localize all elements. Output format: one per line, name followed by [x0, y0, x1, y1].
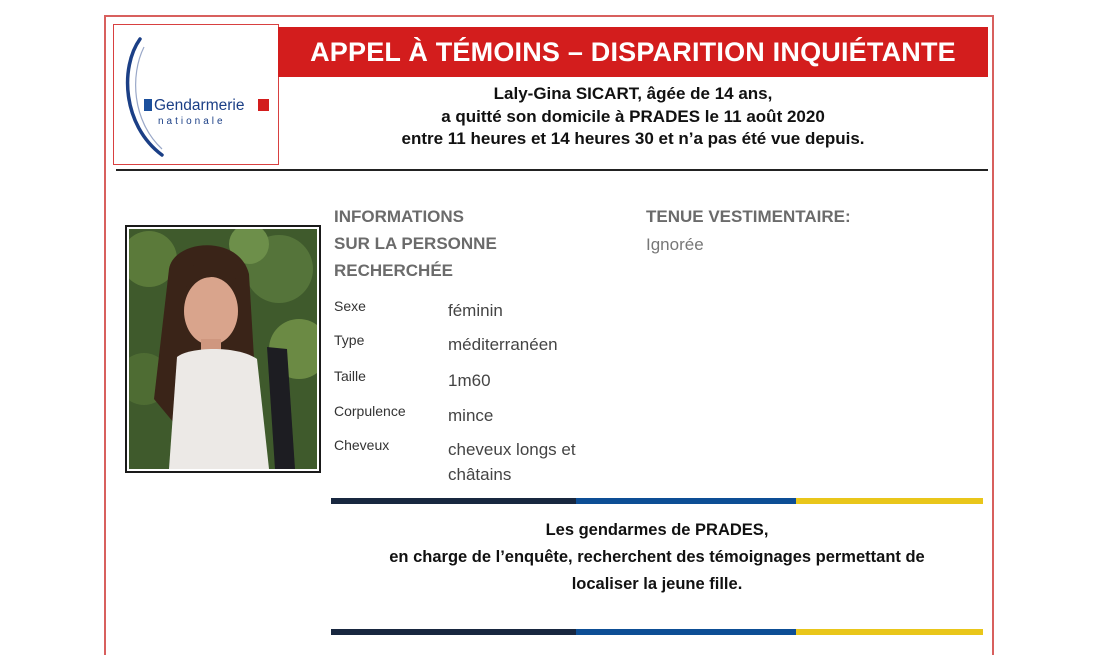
flag-blue-stripe — [144, 99, 152, 111]
clothing-value: Ignorée — [646, 235, 704, 254]
summary-line-3: entre 11 heures et 14 heures 30 et n’a pas été vue depuis. — [401, 129, 865, 148]
info-label: Cheveux — [334, 437, 390, 453]
tricolor-divider-top — [331, 498, 983, 504]
gendarmerie-logo — [113, 24, 279, 165]
summary-line-1: Laly-Gina SICART, âgée de 14 ans, — [493, 84, 773, 103]
gendarmerie-logo-emblem-icon — [114, 25, 277, 163]
info-value: 1m60 — [448, 371, 491, 390]
disappearance-summary — [278, 83, 988, 151]
clothing-heading: TENUE VESTIMENTAIRE: — [646, 207, 851, 226]
missing-person-photo — [125, 225, 321, 473]
logo-text-gendarmerie: Gendarmerie — [154, 97, 245, 114]
info-label: Corpulence — [334, 403, 406, 419]
appeal-poster — [104, 15, 994, 655]
info-value: féminin — [448, 301, 503, 320]
tricolor-divider-bottom — [331, 629, 983, 635]
cta-line-2: en charge de l’enquête, recherchent des témoignages permettant de — [389, 548, 925, 566]
person-portrait-icon — [129, 229, 317, 469]
info-value: cheveux longs et châtains — [448, 440, 576, 484]
info-label: Type — [334, 332, 365, 348]
cta-line-3: localiser la jeune fille. — [571, 575, 743, 593]
info-value: méditerranéen — [448, 335, 558, 354]
witness-call-text — [331, 517, 983, 598]
header-divider — [116, 169, 988, 171]
info-value: mince — [448, 406, 494, 425]
info-label: Sexe — [334, 298, 366, 314]
flag-red-stripe — [258, 99, 269, 111]
logo-text-nationale: nationale — [158, 116, 226, 127]
summary-line-2: a quitté son domicile à PRADES le 11 août 2020 — [441, 106, 825, 126]
person-info-heading: INFORMATIONS SUR LA PERSONNE RECHERCHÉE — [334, 207, 497, 280]
info-label: Taille — [334, 368, 366, 384]
appeal-banner-title: APPEL À TÉMOINS – DISPARITION INQUIÉTANTE — [278, 27, 988, 77]
cta-line-1: Les gendarmes de PRADES, — [545, 521, 769, 539]
